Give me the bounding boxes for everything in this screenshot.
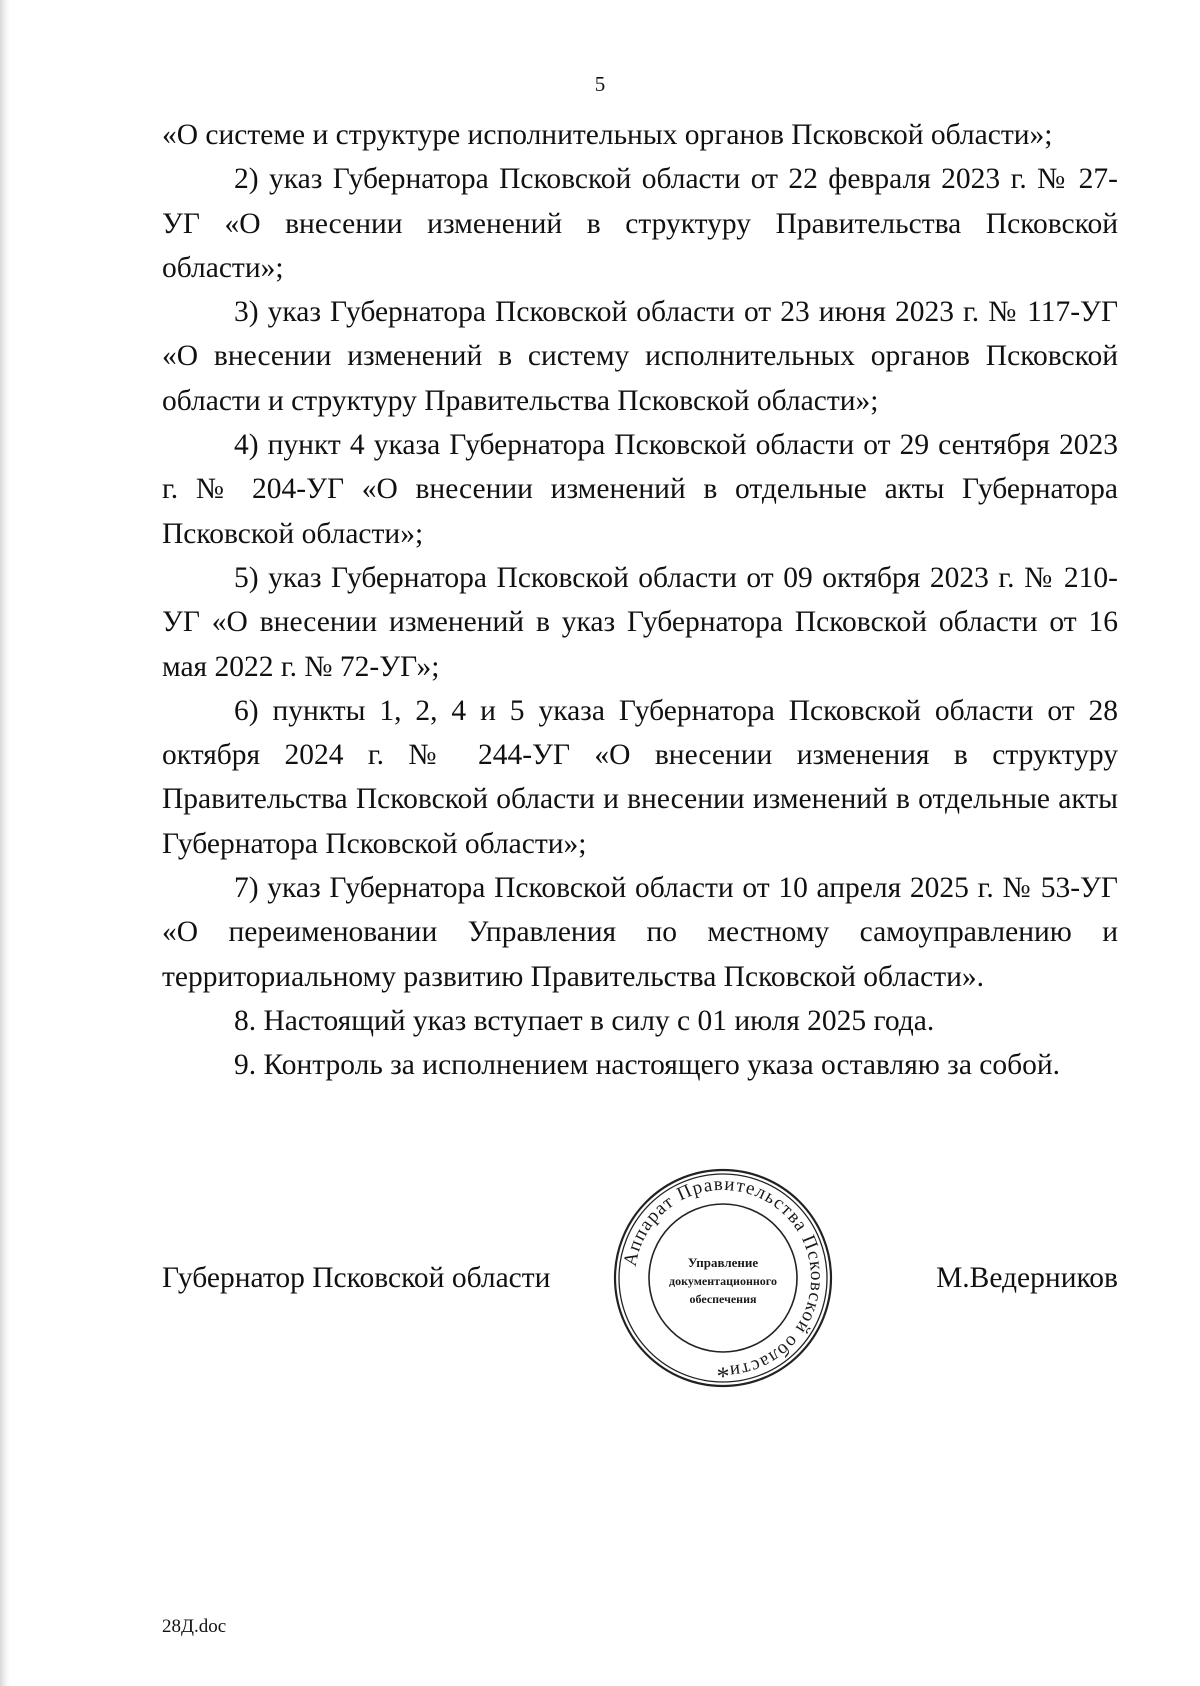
official-seal <box>608 1163 838 1393</box>
seal-center-line-1: Управление <box>687 1255 759 1270</box>
list-item-7: 7) указ Губернатора Псковской области от 10 апреля 2025 г. № 53-УГ «О переименовании Управления по местному самоуправлению и территориальному развитию Правительства Псковской области». <box>162 872 1118 993</box>
list-item-6: 6) пункты 1, 2, 4 и 5 указа Губернатора Псковской области от 28 октября 2024 г. № 244-УГ «О внесении изменения в структуру Правительства Псковской области и внесении изменений в отдельные акты Губернатора Псковской области»; <box>162 694 1118 860</box>
list-item-3: 3) указ Губернатора Псковской области от 23 июня 2023 г. № 117-УГ «О внесении изменений в систему исполнительных органов Псковской области и структуру Правительства Псковской области»; <box>162 296 1118 417</box>
seal-star-mark: * <box>716 1362 730 1391</box>
clause-8: 8. Настоящий указ вступает в силу с 01 июля 2025 года. <box>234 1004 935 1037</box>
document-body <box>162 113 1118 1088</box>
list-item-4: 4) пункт 4 указа Губернатора Псковской области от 29 сентября 2023 г. № 204-УГ «О внесении изменений в отдельные акты Губернатора Псковской области»; <box>162 429 1118 550</box>
scan-edge <box>0 0 10 1686</box>
page-number: 5 <box>594 72 606 96</box>
signatory-name: М.Ведерников <box>936 1262 1118 1294</box>
list-item-5: 5) указ Губернатора Псковской области от 09 октября 2023 г. № 210-УГ «О внесении изменений в указ Губернатора Псковской области от 16 мая 2022 г. № 72-УГ»; <box>162 561 1118 683</box>
seal-center-line-3: обеспечения <box>689 1292 757 1306</box>
list-item-2: 2) указ Губернатора Псковской области от 22 февраля 2023 г. № 27-УГ «О внесении изменений в структуру Правительства Псковской области»; <box>162 163 1118 284</box>
seal-center-line-2: документационного <box>669 1274 777 1288</box>
clause-9: 9. Контроль за исполнением настоящего указа оставляю за собой. <box>234 1049 1061 1082</box>
footer-file-name: 28Д.doc <box>162 1616 227 1637</box>
seal-ring-text: Аппарат Правительства Псковской области <box>619 1173 828 1382</box>
signatory-position: Губернатор Псковской области <box>162 1262 551 1294</box>
paragraph-continuation: «О системе и структуре исполнительных органов Псковской области»; <box>162 119 1053 151</box>
